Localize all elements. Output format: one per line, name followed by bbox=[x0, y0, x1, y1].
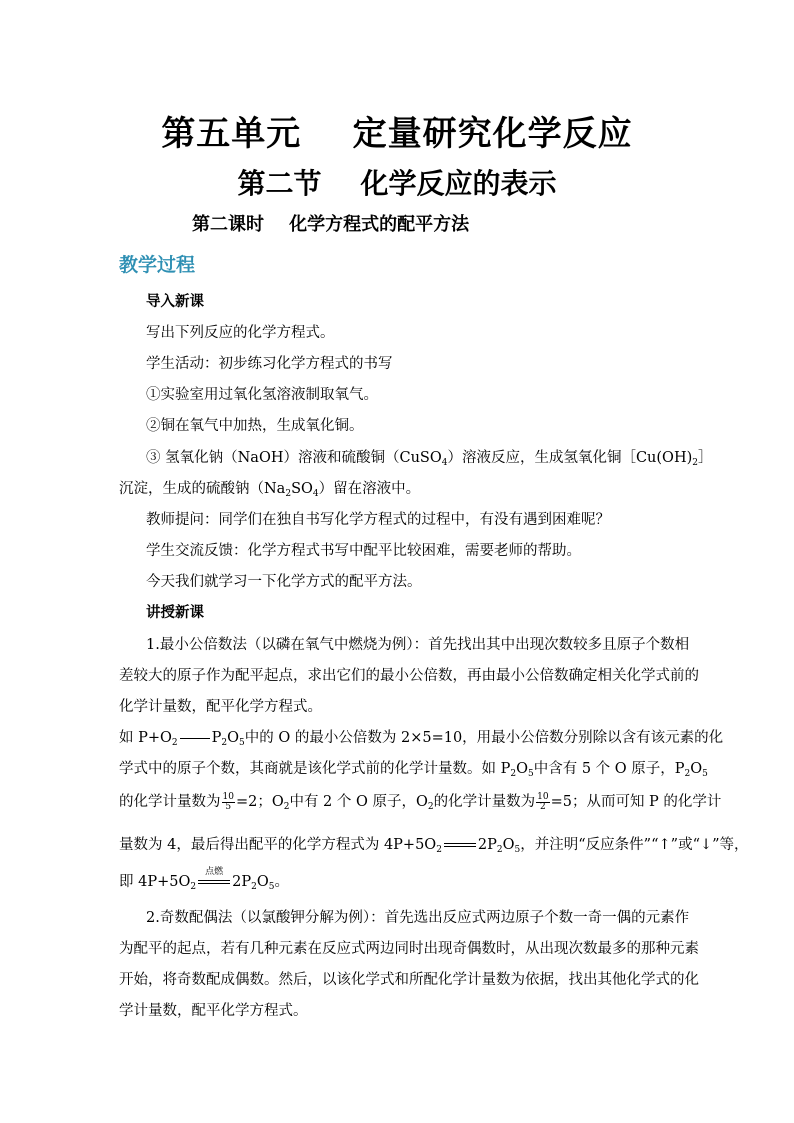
method1-example-line-5: 即 $4P+5O_2$ 点燃 $2P_2O_5$。 bbox=[119, 867, 289, 892]
intro-line-7: 教师提问：同学们在独自书写化学方程式的过程中，有没有遇到困难呢？ bbox=[146, 512, 610, 528]
fraction-10-over-2: $\frac{10}{2}$ bbox=[537, 791, 549, 812]
section-title: 第二节 化学反应的表示 bbox=[237, 167, 557, 200]
method1-example-line-4: 量数为 4，最后得出配平的化学方程式为 $4P+5O_2$ $2P_2O_5$，并注明“反应条件”“↑”或“↓”等， bbox=[119, 837, 749, 855]
method2-line-3: 开始，将奇数配成偶数。然后，以该化学式和所配化学计量数为依据，找出其他化学式的化 bbox=[119, 972, 699, 988]
intro-line-2: 学生活动：初步练习化学方程式的书写 bbox=[146, 356, 393, 372]
method1-line-1: 1.最小公倍数法（以磷在氧气中燃烧为例）：首先找出其中出现次数较多且原子个数相 bbox=[146, 637, 690, 653]
lesson-title: 第二课时 化学方程式的配平方法 bbox=[192, 214, 470, 235]
method2-line-2: 为配平的起点，若有几种元素在反应式两边同时出现奇偶数时，从出现次数最多的那种元素 bbox=[119, 941, 699, 957]
method1-example-line-1: 如 $P+O_2$ $P_2O_5$中的 O 的最小公倍数为 2×5=10，用最小公倍数分别除以含有该元素的化 bbox=[119, 730, 724, 748]
teaching-process-heading: 教学过程 bbox=[119, 254, 196, 276]
equals-sign bbox=[444, 843, 476, 847]
intro-line-5: ③ 氢氧化钠（NaOH）溶液和硫酸铜（CuSO$_4$）溶液反应，生成氢氧化铜$[Cu(OH)_2]$ bbox=[146, 450, 713, 468]
intro-line-3: ①实验室用过氧化氢溶液制取氧气。 bbox=[146, 387, 378, 403]
method1-example-line-2: 学式中的原子个数，其商就是该化学式前的化学计量数。如 $P_2O_5$中含有 5 个 O 原子，$P_2O_5$ bbox=[119, 761, 708, 779]
intro-line-6: 沉淀，生成的硫酸钠$(Na_2SO_4)$留在溶液中。 bbox=[119, 481, 421, 499]
reaction-condition: 点燃 bbox=[196, 874, 232, 890]
method1-example-line-3: 的化学计量数为 $\frac{10}{5}$ =2；$O_2$中有 2 个 O 原子，$O_2$的化学计量数为 $\frac{10}{2}$ =5；从而可知 P 的化学计 bbox=[119, 791, 722, 812]
method1-line-3: 化学计量数，配平化学方程式。 bbox=[119, 699, 322, 715]
unbalanced-arrow bbox=[180, 738, 210, 739]
lecture-heading: 讲授新课 bbox=[146, 604, 204, 621]
method1-line-2: 差较大的原子作为配平起点，求出它们的最小公倍数，再由最小公倍数确定相关化学式前的 bbox=[119, 668, 699, 684]
intro-line-8: 学生交流反馈：化学方程式书写中配平比较困难，需要老师的帮助。 bbox=[146, 543, 581, 559]
fraction-10-over-5: $\frac{10}{5}$ bbox=[222, 791, 234, 812]
intro-line-1: 写出下列反应的化学方程式。 bbox=[146, 325, 335, 341]
method2-line-4: 学计量数，配平化学方程式。 bbox=[119, 1003, 308, 1019]
method2-line-1: 2.奇数配偶法（以氯酸钾分解为例）：首先选出反应式两边原子个数一奇一偶的元素作 bbox=[146, 910, 690, 926]
intro-heading: 导入新课 bbox=[146, 293, 204, 310]
intro-line-4: ②铜在氧气中加热，生成氧化铜。 bbox=[146, 418, 364, 434]
unit-title: 第五单元 定量研究化学反应 bbox=[161, 114, 633, 154]
intro-line-9: 今天我们就学习一下化学方式的配平方法。 bbox=[146, 574, 422, 590]
